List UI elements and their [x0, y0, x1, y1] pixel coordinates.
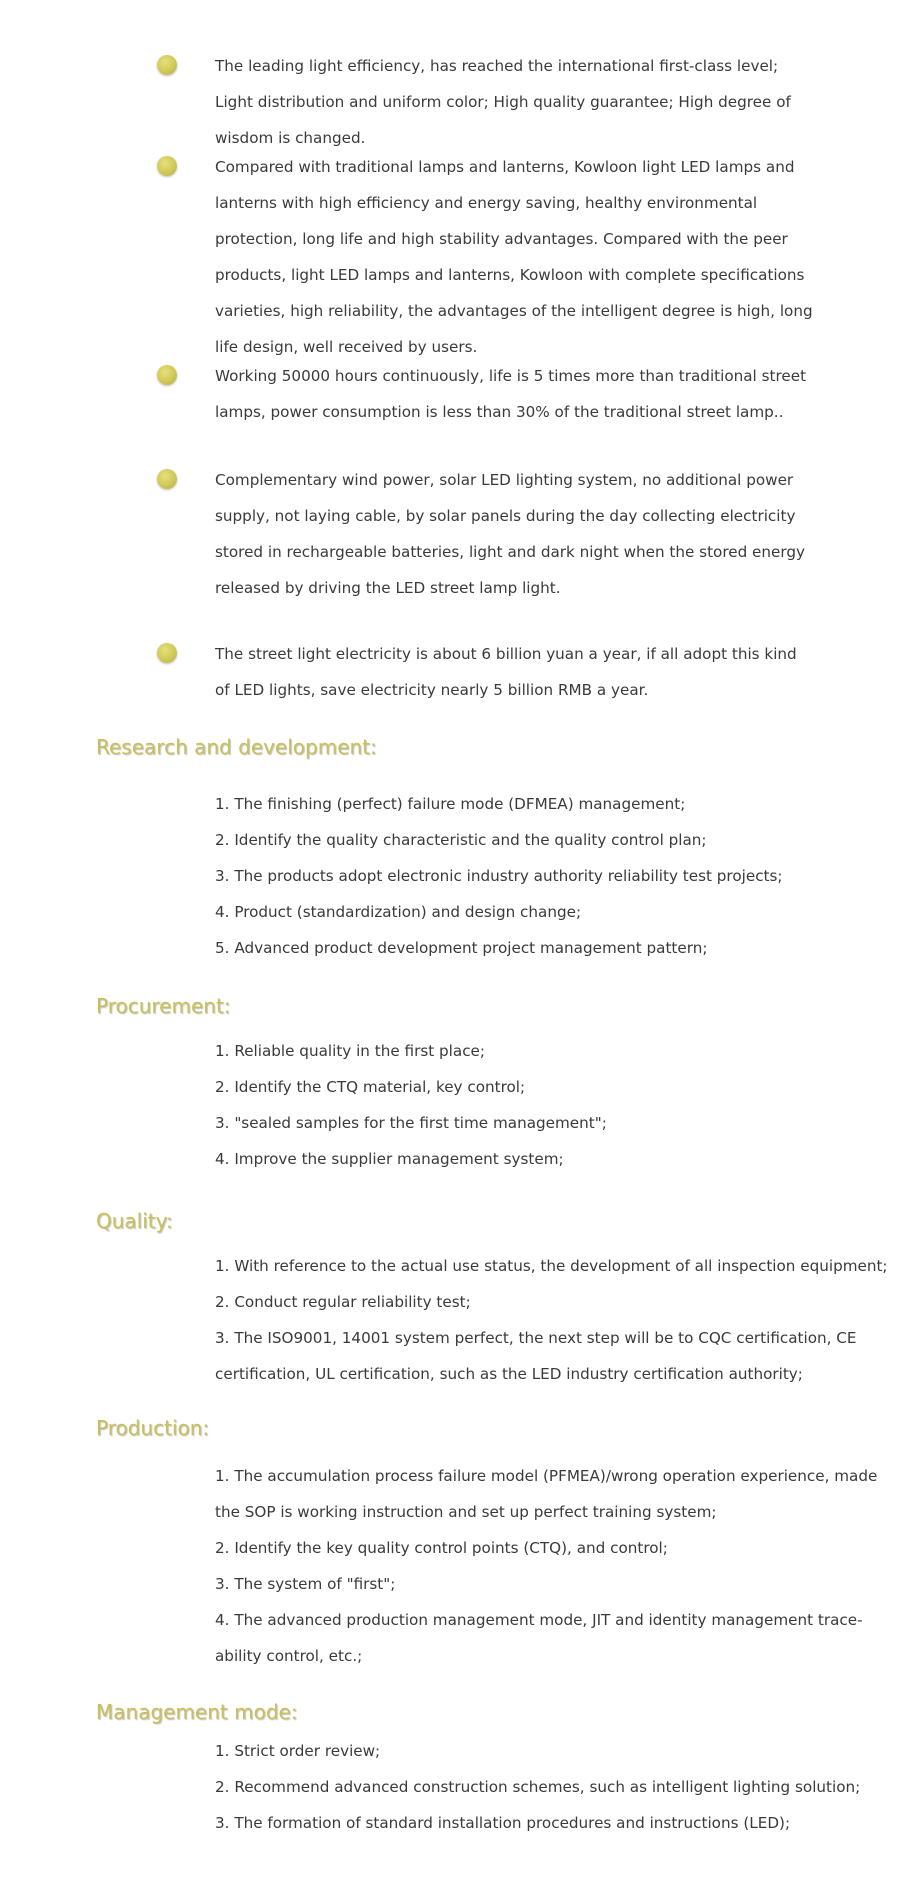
- section-heading-quality: Quality:: [96, 1209, 173, 1233]
- list-item: 5. Advanced product development project management pattern;: [215, 939, 708, 957]
- bullet-paragraph: The leading light efficiency, has reached the international first-class level; Light distribution and uniform color; High quality guarantee; High degree of wisdom is changed.: [215, 57, 791, 147]
- list-item: 2. Recommend advanced construction schemes, such as intelligent lighting solution;: [215, 1778, 861, 1796]
- list-item: ability control, etc.;: [215, 1647, 363, 1665]
- list-item: 2. Identify the CTQ material, key control;: [215, 1078, 526, 1096]
- bullet-dot-icon: [157, 469, 177, 489]
- bullet-paragraph: Compared with traditional lamps and lanterns, Kowloon light LED lamps and lanterns with high efficiency and energy saving, healthy environmental protection, long life and high stability advantages. Compared with the peer products, light LED lamps and lanterns, Kowloon with complete specifications varieties, high reliability, the advantages of the intelligent degree is high, long life design, well received by users.: [215, 158, 813, 356]
- list-item: 2. Identify the key quality control points (CTQ), and control;: [215, 1539, 668, 1557]
- list-item: 3. The system of "first";: [215, 1575, 396, 1593]
- list-item: 3. The products adopt electronic industry authority reliability test projects;: [215, 867, 783, 885]
- list-item: 3. The ISO9001, 14001 system perfect, the next step will be to CQC certification, CE: [215, 1329, 857, 1347]
- list-item: 3. "sealed samples for the first time management";: [215, 1114, 607, 1132]
- list-item: 1. Strict order review;: [215, 1742, 381, 1760]
- bullet-paragraph: The street light electricity is about 6 billion yuan a year, if all adopt this kind of LED lights, save electricity nearly 5 billion RMB a year.: [215, 645, 797, 699]
- section-heading-production: Production:: [96, 1416, 210, 1440]
- list-item: the SOP is working instruction and set up perfect training system;: [215, 1503, 717, 1521]
- section-heading-management: Management mode:: [96, 1700, 298, 1724]
- section-heading-procurement: Procurement:: [96, 994, 231, 1018]
- list-item: 4. Improve the supplier management system;: [215, 1150, 564, 1168]
- list-item: certification, UL certification, such as the LED industry certification authority;: [215, 1365, 803, 1383]
- list-item: 1. The finishing (perfect) failure mode (DFMEA) management;: [215, 795, 686, 813]
- list-item: 1. Reliable quality in the first place;: [215, 1042, 486, 1060]
- bullet-paragraph: Working 50000 hours continuously, life is 5 times more than traditional street lamps, power consumption is less than 30% of the traditional street lamp..: [215, 367, 807, 421]
- bullet-paragraph: Complementary wind power, solar LED lighting system, no additional power supply, not laying cable, by solar panels during the day collecting electricity stored in rechargeable batteries, light and dark night when the stored energy released by driving the LED street lamp light.: [215, 471, 805, 597]
- list-item: 3. The formation of standard installation procedures and instructions (LED);: [215, 1814, 791, 1832]
- list-item: 1. The accumulation process failure model (PFMEA)/wrong operation experience, made: [215, 1467, 878, 1485]
- list-item: 1. With reference to the actual use status, the development of all inspection equipment;: [215, 1257, 888, 1275]
- section-heading-research: Research and development:: [96, 735, 377, 759]
- bullet-dot-icon: [157, 55, 177, 75]
- list-item: 4. The advanced production management mode, JIT and identity management trace-: [215, 1611, 863, 1629]
- list-item: 4. Product (standardization) and design change;: [215, 903, 582, 921]
- bullet-dot-icon: [157, 643, 177, 663]
- list-item: 2. Conduct regular reliability test;: [215, 1293, 471, 1311]
- list-item: 2. Identify the quality characteristic and the quality control plan;: [215, 831, 707, 849]
- bullet-dot-icon: [157, 156, 177, 176]
- bullet-dot-icon: [157, 365, 177, 385]
